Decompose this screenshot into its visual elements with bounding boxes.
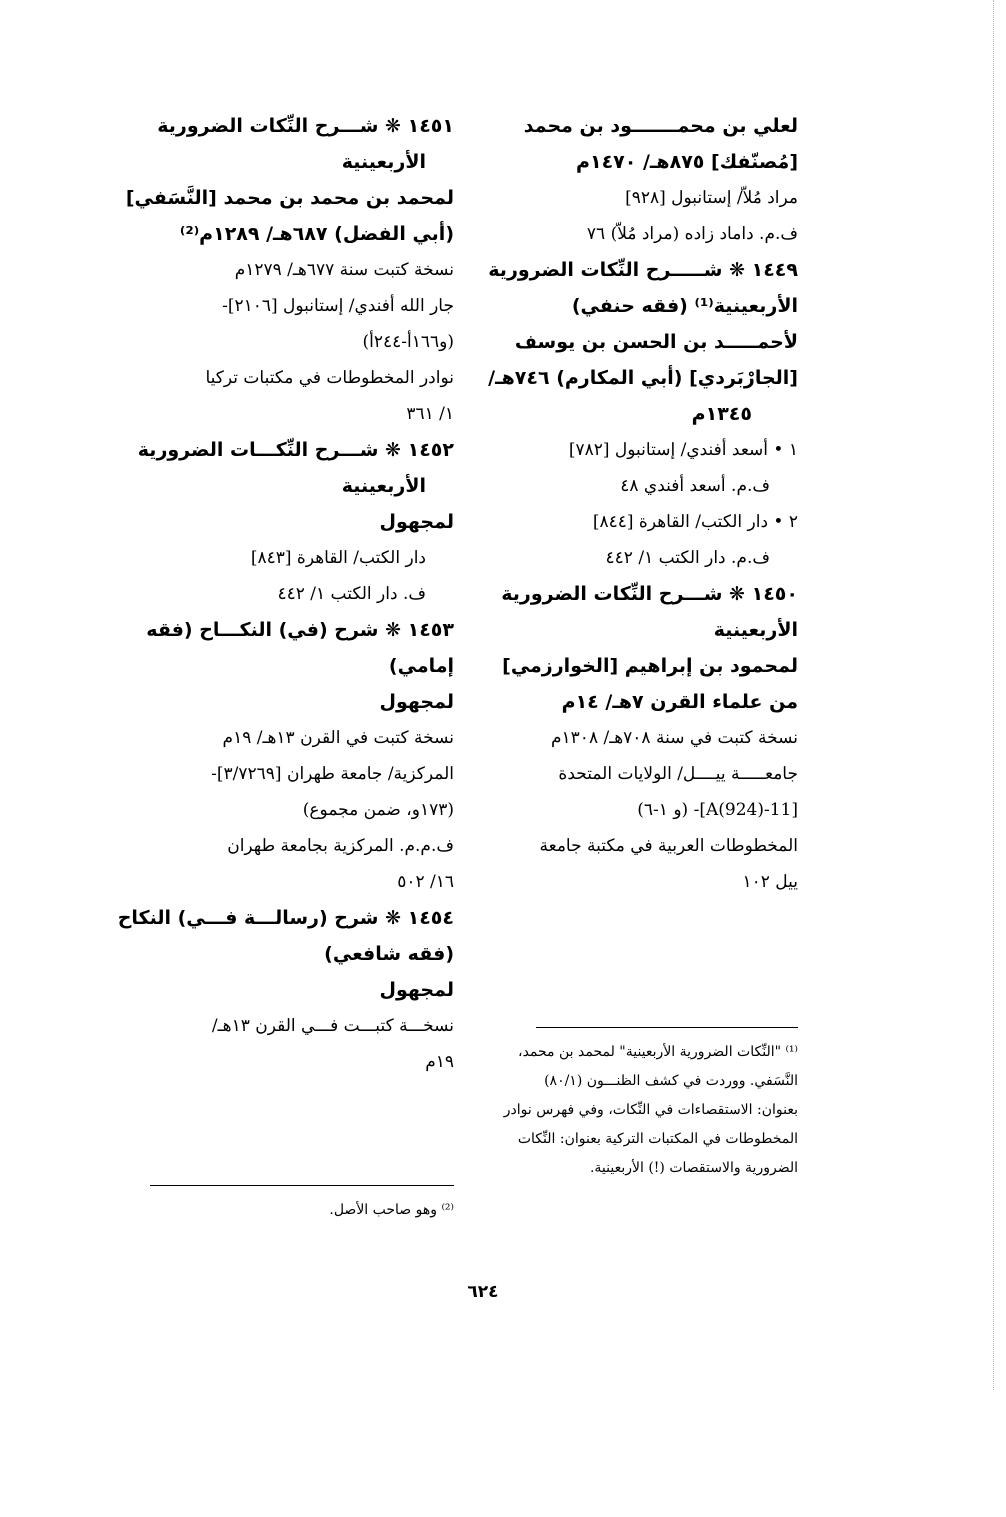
text-line: (و١٦٦أ-٢٤٤أ): [362, 332, 454, 352]
text-line: (فقه شافعي): [324, 943, 454, 965]
text-line: [مُصنّفك] ٨٧٥هـ/ ١٤٧٠م: [576, 151, 798, 173]
footnote-line: بعنوان: الاستقصاءات في النِّكات، وفي فهرس نوادر: [503, 1102, 798, 1118]
text-line: ١٣٤٥م: [691, 403, 752, 425]
text-line: ٢ • دار الكتب/ القاهرة [٨٤٤]: [592, 512, 798, 532]
text-line: إمامي): [388, 655, 454, 677]
text-line: نسخـــة كتبـــت فـــي القرن ١٣هـ/: [211, 1016, 454, 1036]
footnote-separator-right: [536, 1027, 798, 1028]
text-line: ١ • أسعد أفندي/ إستانبول [٧٨٢]: [568, 440, 798, 460]
text-line: جار الله أفندي/ إستانبول [٢١٠٦]-: [222, 296, 454, 316]
text-line: المركزية/ جامعة طهران [٣/٧٢٦٩]-: [211, 764, 454, 784]
text-line: ١٤٥٤ ❋ شرح (رسالـــة فـــي) النكاح: [117, 907, 454, 929]
text-line: نوادر المخطوطات في مكتبات تركيا: [205, 368, 454, 388]
text-line: نسخة كتبت في سنة ٧٠٨هـ/ ١٣٠٨م: [551, 728, 798, 748]
text-line: ١٤٤٩ ❋ شـــــرح النِّكات الضرورية: [488, 259, 798, 281]
footnote-line: ⁽²⁾ وهو صاحب الأصل.: [329, 1202, 454, 1218]
text-line: ١٤٥٢ ❋ شـــرح النِّكـــات الضرورية: [137, 439, 454, 461]
text-line: المخطوطات العربية في مكتبة جامعة: [539, 836, 798, 856]
text-line: ١٤٥٣ ❋ شرح (في) النكـــاح (فقه: [146, 619, 454, 641]
text-line: ١٦/ ٥٠٢: [397, 872, 454, 892]
text-line: لأحمـــــد بن الحسن بن يوسف: [514, 331, 798, 353]
text-line: ١٩م: [425, 1052, 454, 1072]
footnote-separator-left: [150, 1185, 454, 1186]
text-line: لعلي بن محمـــــــود بن محمد: [523, 115, 798, 137]
text-line: دار الكتب/ القاهرة [٨٤٣]: [250, 548, 426, 568]
text-line: لمجهول: [379, 691, 454, 713]
text-line: ١٤٥١ ❋ شـــرح النِّكات الضرورية: [157, 115, 454, 137]
text-line: ف.م. داماد زاده (مراد مُلاّ) ٧٦: [586, 224, 798, 244]
text-line: لمجهول: [379, 979, 454, 1001]
text-line: الأربعينية: [341, 151, 426, 173]
text-line: لمحمود بن إبراهيم [الخوارزمي]: [502, 655, 798, 677]
right-column: [488, 108, 798, 900]
footnote-line: النَّسَفي. ووردت في كشف الظنـــون (٨٠/١): [544, 1073, 798, 1089]
text-line: لمحمد بن محمد بن محمد [النَّسَفي]: [125, 187, 454, 209]
text-line: [11-A(924)]- (و ١-٦): [637, 800, 798, 820]
text-line: لمجهول: [379, 511, 454, 533]
scan-edge: [993, 0, 995, 1390]
text-line: نسخة كتبت في القرن ١٣هـ/ ١٩م: [222, 728, 454, 748]
text-line: ييل ١٠٢: [742, 872, 798, 892]
text-line: نسخة كتبت سنة ٦٧٧هـ/ ١٢٧٩م: [234, 260, 454, 280]
text-line: ف.م.م. المركزية بجامعة طهران: [227, 836, 454, 856]
footnotes-right: [500, 1038, 798, 1183]
footnote-line: ⁽¹⁾ "النِّكات الضرورية الأربعينية" لمحمد بن محمد،: [518, 1044, 798, 1060]
text-line: ١/ ٣٦١: [406, 404, 454, 424]
footnote-line: المخطوطات في المكتبات التركية بعنوان: النِّكات: [517, 1131, 798, 1147]
left-column: [117, 108, 454, 1080]
text-line: الأربعينية: [713, 619, 798, 641]
text-line: (أبي الفضل) ٦٨٧هـ/ ١٢٨٩م⁽²⁾: [179, 223, 454, 245]
footnote-line: الضرورية والاستقصات (!) الأربعينية.: [589, 1160, 798, 1176]
text-line: [الجارْبَردي] (أبي المكارم) ٧٤٦هـ/: [488, 367, 798, 389]
page-number: ٦٢٤: [467, 1282, 499, 1302]
text-line: جامعـــــة ييــــل/ الولايات المتحدة: [558, 764, 798, 784]
text-line: الأربعينية: [341, 475, 426, 497]
text-line: ف. دار الكتب ١/ ٤٤٢: [277, 584, 426, 604]
text-line: من علماء القرن ٧هـ/ ١٤م: [561, 691, 798, 713]
text-line: الأربعينية⁽¹⁾ (فقه حنفي): [571, 295, 798, 317]
text-line: ف.م. أسعد أفندي ٤٨: [620, 476, 770, 496]
text-line: ف.م. دار الكتب ١/ ٤٤٢: [605, 548, 770, 568]
text-line: (١٧٣و، ضمن مجموع): [302, 800, 454, 820]
footnotes-left: [150, 1196, 454, 1225]
text-line: ١٤٥٠ ❋ شـــرح النِّكات الضرورية: [501, 583, 798, 605]
text-line: مراد مُلاّ/ إستانبول [٩٢٨]: [625, 188, 798, 208]
